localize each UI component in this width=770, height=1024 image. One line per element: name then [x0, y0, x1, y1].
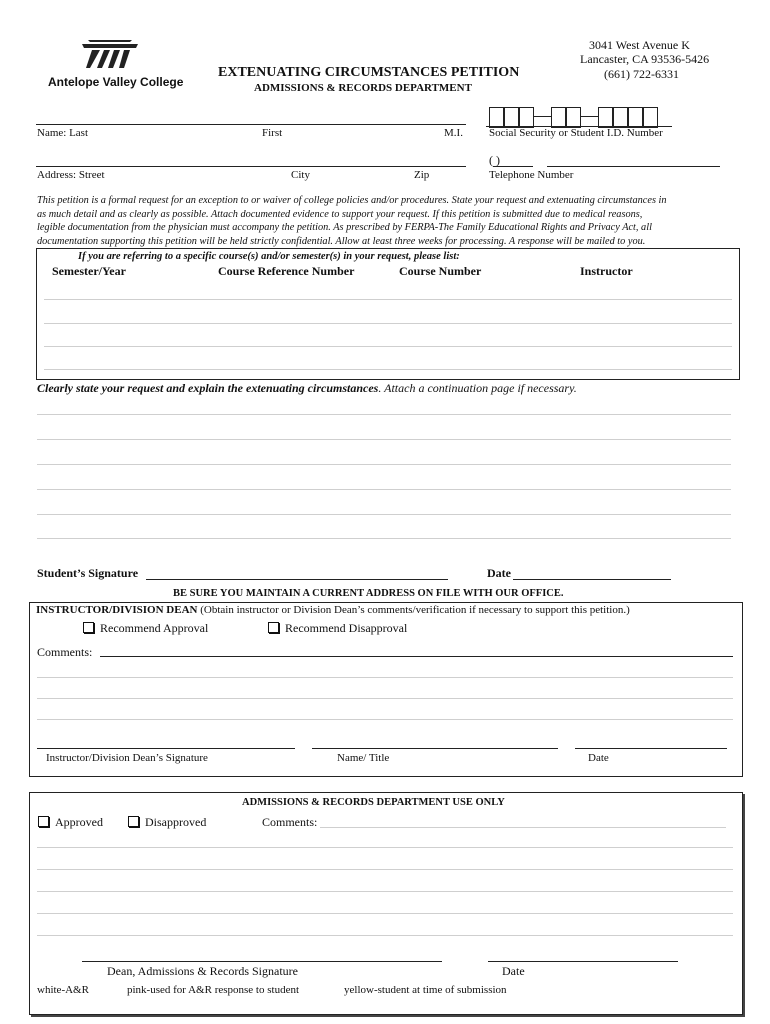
footer-pink-copy: pink-used for A&R response to student — [127, 984, 300, 996]
course-row-line[interactable] — [44, 346, 732, 347]
col-semester-year: Semester/Year — [52, 264, 126, 278]
course-row-line[interactable] — [44, 299, 732, 300]
ssn-label: Social Security or Student I.D. Number — [489, 127, 663, 139]
college-logo — [80, 38, 140, 77]
student-signature-label: Student’s Signature — [37, 566, 139, 580]
office-comments-line[interactable] — [37, 913, 733, 914]
dean-comments-line[interactable] — [100, 656, 733, 657]
city-label: City — [291, 169, 310, 181]
course-table-heading: If you are referring to a specific course(s) and/or semester(s) in your request, please list: — [78, 251, 460, 262]
form-title: EXTENUATING CIRCUMSTANCES PETITION — [218, 65, 520, 80]
office-comments-label: Comments: — [262, 815, 318, 829]
id-digit-box[interactable] — [504, 107, 519, 128]
dean-comments-line[interactable] — [37, 698, 733, 699]
dean-name-title-line[interactable] — [312, 748, 558, 749]
ar-dean-signature-line[interactable] — [82, 961, 442, 962]
college-name: Antelope Valley College — [48, 75, 184, 89]
instructions: This petition is a formal request for an exception to or waiver of college policies and/or procedures. State your request and extenuating circumstances in as much detail and as clearly as possible. Attach documented evidence to support your request. If this petition is submitted due to medical reasons, legible documentation from the physician must accompany the petition. As prescribed by FERPA-The Family Educational Rights and Privacy Act, all documentation supporting this petition will be held strictly confidential. Allow at least three weeks for processing. A response will be mailed to you. — [37, 195, 667, 247]
college-phone: (661) 722-6331 — [604, 67, 679, 81]
student-signature-line[interactable] — [146, 579, 448, 580]
dean-comments-label: Comments: — [37, 645, 93, 659]
recommend-approval-checkbox[interactable]: Recommend Approval — [83, 621, 208, 636]
col-course-reference-number: Course Reference Number — [218, 264, 355, 278]
id-digit-box[interactable] — [643, 107, 658, 128]
request-line[interactable] — [37, 464, 731, 465]
course-row-line[interactable] — [44, 323, 732, 324]
id-digit-box[interactable] — [628, 107, 643, 128]
disapproved-checkbox[interactable]: Disapproved — [128, 815, 206, 830]
dean-comments-line[interactable] — [37, 719, 733, 720]
checkbox-icon[interactable] — [38, 816, 49, 827]
request-line[interactable] — [37, 439, 731, 440]
college-address-2: Lancaster, CA 93536-5426 — [580, 52, 710, 66]
address-notice: BE SURE YOU MAINTAIN A CURRENT ADDRESS ON FILE WITH OUR OFFICE. — [173, 588, 564, 599]
address-street-label: Address: Street — [37, 169, 105, 181]
dean-date-line[interactable] — [575, 748, 727, 749]
college-address-1: 3041 West Avenue K — [589, 38, 690, 52]
dean-comments-line[interactable] — [37, 677, 733, 678]
zip-label: Zip — [414, 169, 430, 181]
area-code-field[interactable]: ( ) — [489, 153, 500, 167]
office-comments-line[interactable] — [37, 847, 733, 848]
name-mi-label: M.I. — [444, 127, 463, 139]
request-prompt: Clearly state your request and explain the extenuating circumstances. Attach a continuation page if necessary. — [37, 381, 577, 395]
checkbox-icon[interactable] — [83, 622, 94, 633]
telephone-field-line[interactable] — [547, 166, 720, 167]
student-date-line[interactable] — [513, 579, 671, 580]
course-table — [36, 248, 740, 380]
office-comments-line[interactable] — [320, 827, 726, 828]
ar-date-label: Date — [502, 964, 525, 978]
dean-signature-label: Instructor/Division Dean’s Signature — [46, 752, 208, 764]
antelope-logo-icon — [80, 38, 140, 72]
col-course-number: Course Number — [399, 264, 482, 278]
dean-date-label: Date — [588, 752, 609, 764]
id-digit-box[interactable] — [566, 107, 581, 128]
dean-section-heading: INSTRUCTOR/DIVISION DEAN (Obtain instructor or Division Dean’s comments/verification if necessary to support this petition.) — [36, 604, 630, 616]
name-last-label: Name: Last — [37, 127, 89, 139]
request-line[interactable] — [37, 489, 731, 490]
footer-white-copy: white-A&R — [37, 984, 89, 996]
office-comments-line[interactable] — [37, 935, 733, 936]
id-digit-box[interactable] — [519, 107, 534, 128]
id-digit-box[interactable] — [598, 107, 613, 128]
dean-signature-line[interactable] — [37, 748, 295, 749]
telephone-label: Telephone Number — [489, 169, 574, 181]
request-line[interactable] — [37, 538, 731, 539]
name-field-line[interactable] — [36, 124, 466, 125]
request-line[interactable] — [37, 414, 731, 415]
ar-date-line[interactable] — [488, 961, 678, 962]
checkbox-icon[interactable] — [268, 622, 279, 633]
id-digit-box[interactable] — [489, 107, 504, 128]
recommend-disapproval-checkbox[interactable]: Recommend Disapproval — [268, 621, 407, 636]
dean-name-title-label: Name/ Title — [337, 752, 390, 764]
course-row-line[interactable] — [44, 369, 732, 370]
id-digit-box[interactable] — [613, 107, 628, 128]
name-first-label: First — [262, 127, 283, 139]
footer-yellow-copy: yellow-student at time of submission — [344, 984, 507, 996]
id-digit-box[interactable] — [551, 107, 566, 128]
request-line[interactable] — [37, 514, 731, 515]
checkbox-icon[interactable] — [128, 816, 139, 827]
col-instructor: Instructor — [580, 264, 633, 278]
office-use-heading: ADMISSIONS & RECORDS DEPARTMENT USE ONLY — [242, 797, 505, 808]
ar-dean-signature-label: Dean, Admissions & Records Signature — [107, 964, 298, 978]
address-field-line[interactable] — [36, 166, 466, 167]
student-date-label: Date — [487, 566, 511, 580]
form-department: ADMISSIONS & RECORDS DEPARTMENT — [254, 82, 472, 94]
office-comments-line[interactable] — [37, 869, 733, 870]
approved-checkbox[interactable]: Approved — [38, 815, 103, 830]
office-comments-line[interactable] — [37, 891, 733, 892]
